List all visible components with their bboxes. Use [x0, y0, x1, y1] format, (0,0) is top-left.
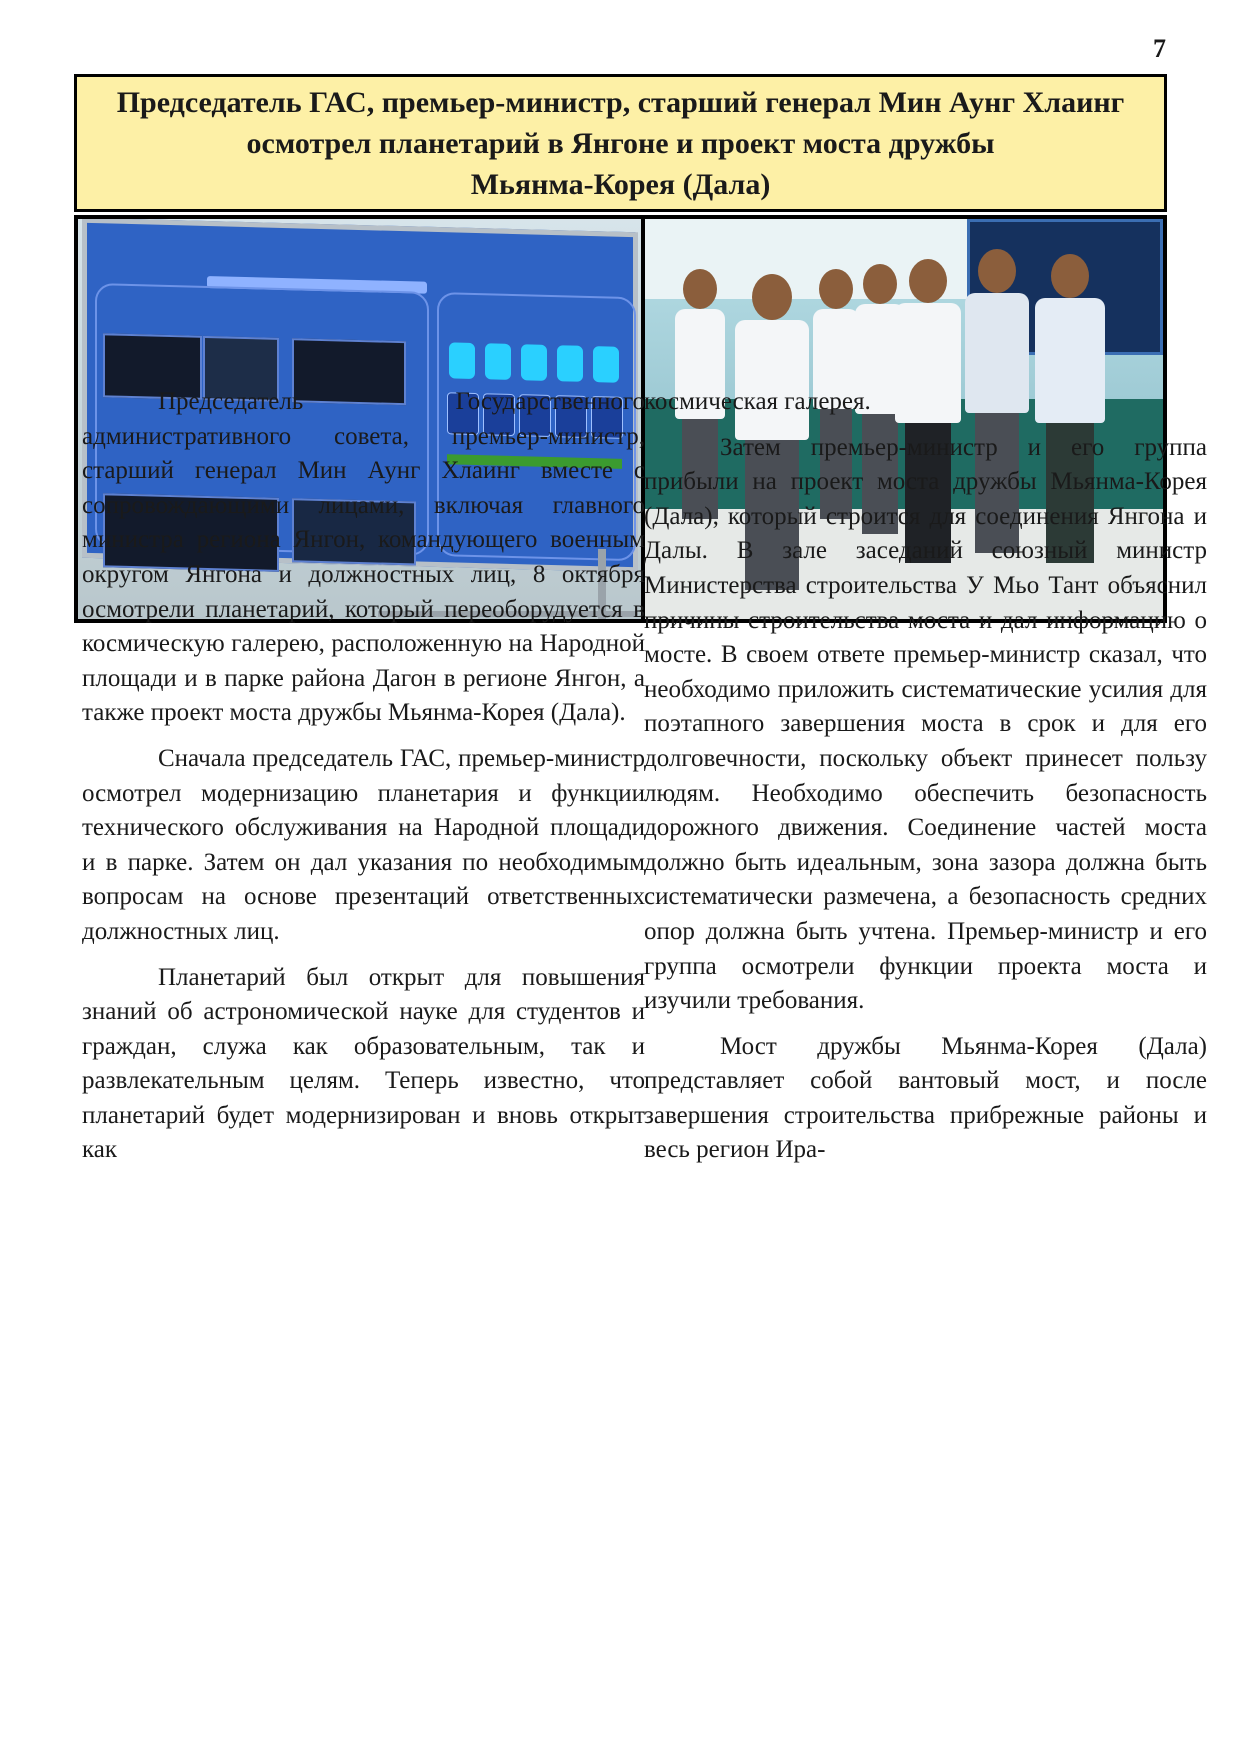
headline-line-2: осмотрел планетарий в Янгоне и проект моста дружбы: [246, 126, 995, 160]
article-paragraph: Сначала председатель ГАС, премьер-министр осмотрел модернизацию планетария и функции технического обслуживания на Народной площади и в парке. Затем он дал указания по необходимым вопросам на основе презентаций ответственных должностных лиц.: [82, 744, 645, 945]
article-paragraph: Мост дружбы Мьянма-Корея (Дала) представляет собой вантовый мост, и после завершения строительства прибрежные районы и весь регион Ира-: [644, 1032, 1207, 1164]
board-step-marker: [593, 346, 619, 383]
headline-line-3: Мьянма-Корея (Дала): [470, 167, 771, 201]
article-paragraph: Планетарий был открыт для повышения знаний об астрономической науке для студентов и граждан, служа как образовательным, так и развлекательным целям. Теперь известно, что планетарий будет модернизирован и вновь открыт как: [82, 963, 645, 1164]
board-step-marker: [521, 344, 547, 381]
board-step-marker: [557, 345, 583, 382]
article-paragraph-continuation: космическая галерея.: [644, 388, 871, 415]
article-paragraph: Председатель Государственного административного совета, премьер-министр, старший генерал Мин Аунг Хлаинг вместе с сопровождающими лицами, включая главного министра региона Янгон, командующего военным округом Янгона и должностных лиц, 8 октября осмотрели планетарий, который переоборудуется в космическую галерею, расположенную на Народной площади и в парке района Дагон в регионе Янгон, а также проект моста дружбы Мьянма-Корея (Дала).: [82, 388, 645, 727]
headline-line-1: Председатель ГАС, премьер-министр, старший генерал Мин Аунг Хлаинг: [116, 85, 1125, 119]
board-step-marker: [485, 343, 511, 380]
page-number: 7: [1153, 34, 1166, 63]
board-step-marker: [449, 342, 475, 379]
article-paragraph: Затем премьер-министр и его группа прибыли на проект моста дружбы Мьянма-Корея (Дала), который строится для соединения Янгона и Далы. В зале заседаний союзный министр Министерства строительства У Мьо Тант объяснил причины строительства моста и дал информацию о мосте. В своем ответе премьер-министр сказал, что необходимо приложить систематические усилия для поэтапного завершения моста в срок и для его долговечности, поскольку объект принесет пользу людям. Необходимо обеспечить безопасность дорожного движения. Соединение частей моста должно быть идеальным, зона зазора должна быть систематически размечена, а безопасность средних опор должна быть учтена. Премьер-министр и его группа осмотрели функции проекта моста и изучили требования.: [644, 433, 1207, 1015]
article-column-right: [644, 385, 1207, 1179]
article-column-left: [82, 385, 645, 1179]
headline-box: [74, 74, 1167, 212]
